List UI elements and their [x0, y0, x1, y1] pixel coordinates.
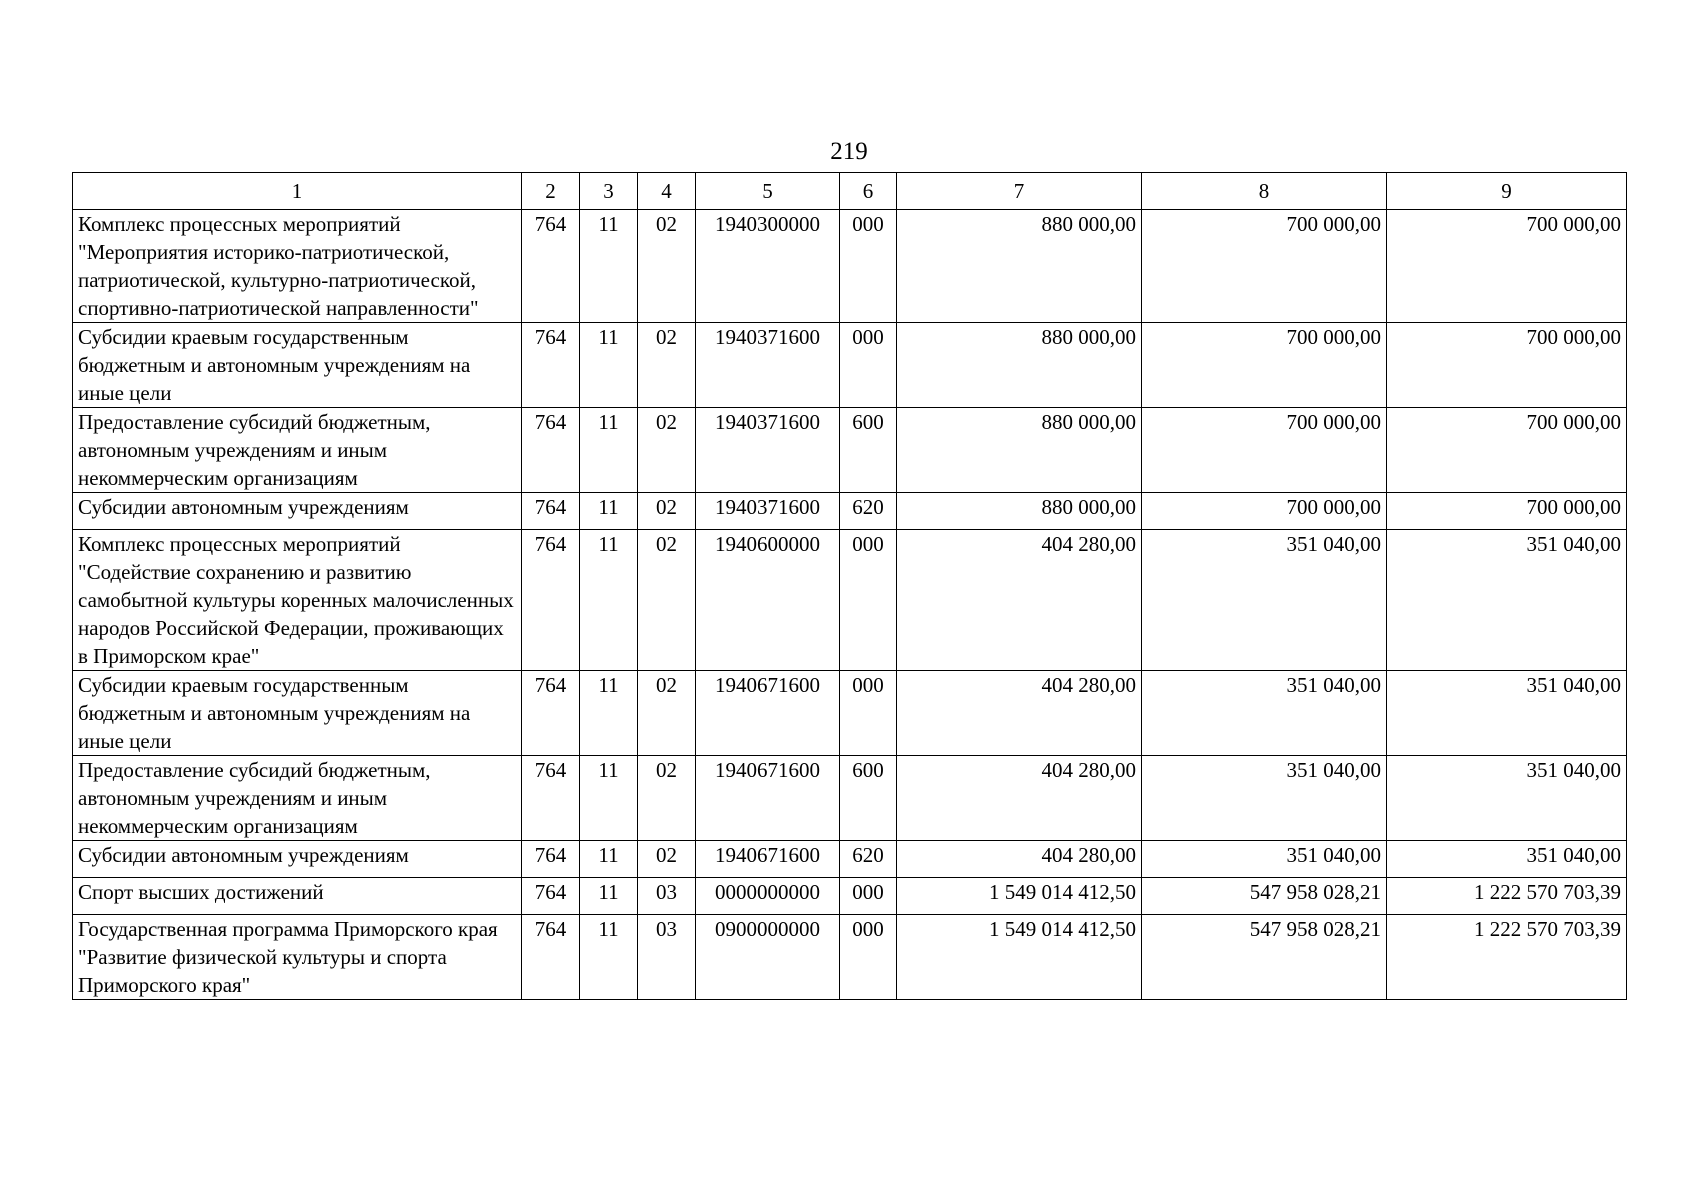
- code-target: 1940371600: [696, 493, 840, 530]
- code-expense-type: 000: [840, 671, 897, 756]
- page-number: 219: [830, 138, 868, 165]
- code-ministry: 764: [522, 210, 580, 323]
- row-name: Субсидии краевым государственным бюджетным и автономным учреждениям на иные цели: [73, 671, 522, 756]
- code-section: 11: [580, 493, 638, 530]
- row-name: Субсидии автономным учреждениям: [73, 841, 522, 878]
- column-header: 4: [638, 173, 696, 210]
- amount-col-9: 351 040,00: [1387, 841, 1627, 878]
- table-row: [73, 530, 1627, 671]
- code-subsection: 02: [638, 408, 696, 493]
- code-ministry: 764: [522, 530, 580, 671]
- amount-col-7: 404 280,00: [897, 841, 1142, 878]
- table-row: [73, 756, 1627, 841]
- code-expense-type: 000: [840, 915, 897, 1000]
- table-row: [73, 915, 1627, 1000]
- amount-col-7: 1 549 014 412,50: [897, 915, 1142, 1000]
- amount-col-8: 700 000,00: [1142, 408, 1387, 493]
- code-expense-type: 000: [840, 210, 897, 323]
- code-subsection: 02: [638, 210, 696, 323]
- amount-col-9: 1 222 570 703,39: [1387, 915, 1627, 1000]
- column-header: 8: [1142, 173, 1387, 210]
- code-ministry: 764: [522, 493, 580, 530]
- budget-table: [72, 172, 1627, 1000]
- code-ministry: 764: [522, 323, 580, 408]
- code-target: 1940371600: [696, 323, 840, 408]
- column-header: 3: [580, 173, 638, 210]
- amount-col-9: 700 000,00: [1387, 493, 1627, 530]
- amount-col-7: 880 000,00: [897, 323, 1142, 408]
- code-subsection: 02: [638, 671, 696, 756]
- table-header: [73, 173, 1627, 210]
- table-row: [73, 210, 1627, 323]
- amount-col-9: 351 040,00: [1387, 530, 1627, 671]
- code-section: 11: [580, 915, 638, 1000]
- amount-col-9: 351 040,00: [1387, 671, 1627, 756]
- code-subsection: 02: [638, 493, 696, 530]
- column-header: 6: [840, 173, 897, 210]
- code-section: 11: [580, 756, 638, 841]
- code-section: 11: [580, 210, 638, 323]
- code-target: 0000000000: [696, 878, 840, 915]
- amount-col-7: 880 000,00: [897, 408, 1142, 493]
- code-target: 1940671600: [696, 756, 840, 841]
- code-section: 11: [580, 530, 638, 671]
- table-row: [73, 671, 1627, 756]
- code-target: 1940371600: [696, 408, 840, 493]
- amount-col-8: 547 958 028,21: [1142, 915, 1387, 1000]
- amount-col-7: 880 000,00: [897, 210, 1142, 323]
- code-ministry: 764: [522, 756, 580, 841]
- table-row: [73, 493, 1627, 530]
- code-section: 11: [580, 671, 638, 756]
- table-row: [73, 408, 1627, 493]
- column-header: 1: [73, 173, 522, 210]
- row-name: Предоставление субсидий бюджетным, автономным учреждениям и иным некоммерческим организациям: [73, 756, 522, 841]
- code-expense-type: 000: [840, 323, 897, 408]
- code-expense-type: 600: [840, 408, 897, 493]
- amount-col-7: 404 280,00: [897, 756, 1142, 841]
- amount-col-7: 1 549 014 412,50: [897, 878, 1142, 915]
- code-expense-type: 620: [840, 841, 897, 878]
- table-row: [73, 878, 1627, 915]
- code-section: 11: [580, 408, 638, 493]
- row-name: Субсидии автономным учреждениям: [73, 493, 522, 530]
- row-name: Комплекс процессных мероприятий "Содействие сохранению и развитию самобытной культуры коренных малочисленных народов Российской Федерации, проживающих в Приморском крае": [73, 530, 522, 671]
- amount-col-8: 351 040,00: [1142, 841, 1387, 878]
- amount-col-9: 1 222 570 703,39: [1387, 878, 1627, 915]
- code-ministry: 764: [522, 878, 580, 915]
- code-expense-type: 600: [840, 756, 897, 841]
- code-ministry: 764: [522, 841, 580, 878]
- table-row: [73, 841, 1627, 878]
- code-ministry: 764: [522, 671, 580, 756]
- amount-col-8: 700 000,00: [1142, 210, 1387, 323]
- row-name: Комплекс процессных мероприятий "Мероприятия историко-патриотической, патриотической, культурно-патриотической, спортивно-патриотической направленности": [73, 210, 522, 323]
- amount-col-8: 700 000,00: [1142, 323, 1387, 408]
- code-expense-type: 000: [840, 530, 897, 671]
- amount-col-9: 700 000,00: [1387, 323, 1627, 408]
- table-body: [73, 210, 1627, 1000]
- table-row: [73, 323, 1627, 408]
- amount-col-8: 351 040,00: [1142, 671, 1387, 756]
- code-section: 11: [580, 323, 638, 408]
- amount-col-8: 351 040,00: [1142, 530, 1387, 671]
- code-subsection: 02: [638, 323, 696, 408]
- amount-col-7: 880 000,00: [897, 493, 1142, 530]
- amount-col-9: 351 040,00: [1387, 756, 1627, 841]
- code-subsection: 03: [638, 878, 696, 915]
- code-subsection: 02: [638, 530, 696, 671]
- code-target: 0900000000: [696, 915, 840, 1000]
- amount-col-8: 700 000,00: [1142, 493, 1387, 530]
- code-target: 1940671600: [696, 841, 840, 878]
- header-row: [73, 173, 1627, 210]
- code-target: 1940671600: [696, 671, 840, 756]
- code-target: 1940300000: [696, 210, 840, 323]
- column-header: 7: [897, 173, 1142, 210]
- code-subsection: 02: [638, 756, 696, 841]
- code-subsection: 02: [638, 841, 696, 878]
- code-target: 1940600000: [696, 530, 840, 671]
- code-section: 11: [580, 841, 638, 878]
- code-ministry: 764: [522, 915, 580, 1000]
- code-subsection: 03: [638, 915, 696, 1000]
- row-name: Субсидии краевым государственным бюджетным и автономным учреждениям на иные цели: [73, 323, 522, 408]
- code-ministry: 764: [522, 408, 580, 493]
- amount-col-8: 547 958 028,21: [1142, 878, 1387, 915]
- column-header: 5: [696, 173, 840, 210]
- code-expense-type: 620: [840, 493, 897, 530]
- row-name: Государственная программа Приморского края "Развитие физической культуры и спорта Приморского края": [73, 915, 522, 1000]
- code-expense-type: 000: [840, 878, 897, 915]
- amount-col-8: 351 040,00: [1142, 756, 1387, 841]
- row-name: Спорт высших достижений: [73, 878, 522, 915]
- amount-col-7: 404 280,00: [897, 530, 1142, 671]
- row-name: Предоставление субсидий бюджетным, автономным учреждениям и иным некоммерческим организациям: [73, 408, 522, 493]
- code-section: 11: [580, 878, 638, 915]
- column-header: 9: [1387, 173, 1627, 210]
- amount-col-7: 404 280,00: [897, 671, 1142, 756]
- column-header: 2: [522, 173, 580, 210]
- amount-col-9: 700 000,00: [1387, 408, 1627, 493]
- amount-col-9: 700 000,00: [1387, 210, 1627, 323]
